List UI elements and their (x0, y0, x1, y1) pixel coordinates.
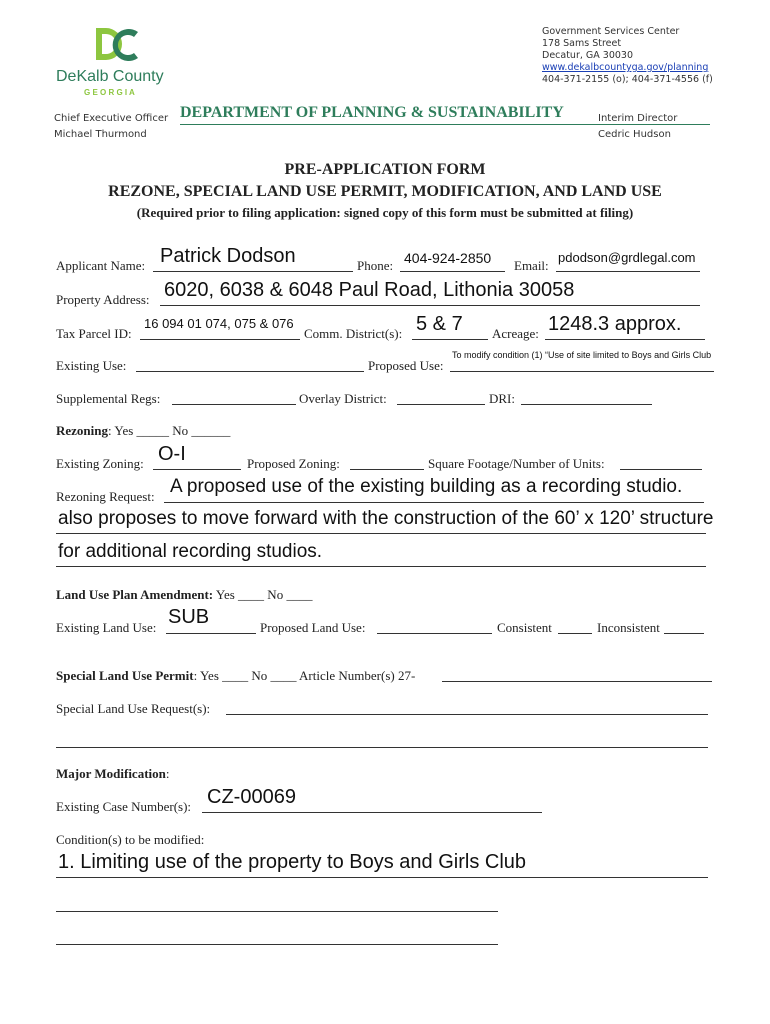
rezoning-request-value-line2: also proposes to move forward with the construction of the 60’ x 120’ structure (58, 508, 714, 529)
address-line: Government Services Center (542, 26, 680, 37)
proposed-land-use-label: Proposed Land Use: (260, 620, 366, 635)
rezoning-request-value-line3: for additional recording studios. (58, 541, 323, 562)
lupa-yes-no[interactable]: Yes ____ No ____ (215, 587, 313, 602)
acreage-label: Acreage: (492, 326, 539, 341)
overlay-district-field[interactable] (397, 404, 485, 405)
phone-label: Phone: (357, 258, 394, 273)
dc-logo-icon (94, 26, 140, 64)
form-title-line2: REZONE, SPECIAL LAND USE PERMIT, MODIFICATION, AND LAND USE (108, 183, 662, 200)
existing-zoning-label: Existing Zoning: (56, 456, 144, 471)
applicant-name-field[interactable] (153, 271, 353, 272)
existing-land-use-field[interactable] (166, 633, 256, 634)
rezoning-request-value: A proposed use of the existing building as a recording studio. (170, 476, 683, 497)
proposed-use-value: To modify condition (1) “Use of site limited to Boys and Girls Club (452, 350, 712, 360)
inconsistent-label: Inconsistent (597, 620, 660, 635)
comm-district-label: Comm. District(s): (304, 326, 403, 341)
inconsistent-field[interactable] (664, 633, 704, 634)
slup-requests-label: Special Land Use Request(s): (56, 701, 211, 716)
proposed-land-use-field[interactable] (377, 633, 492, 634)
email-field[interactable] (556, 271, 700, 272)
acreage-field[interactable] (545, 339, 705, 340)
consistent-label: Consistent (497, 620, 552, 635)
overlay-district-label: Overlay District: (299, 391, 387, 406)
existing-case-field[interactable] (202, 812, 542, 813)
tax-parcel-field[interactable] (140, 339, 300, 340)
lupa-label: Land Use Plan Amendment: (56, 587, 214, 602)
phone-numbers: 404-371-2155 (o); 404-371-4556 (f) (542, 74, 713, 85)
existing-case-label: Existing Case Number(s): (56, 799, 192, 814)
lupa-heading (56, 587, 312, 603)
address-line: Decatur, GA 30030 (542, 50, 633, 61)
form-title: PRE-APPLICATION FORM (284, 161, 486, 178)
logo-subtext: G E O R G I A (84, 88, 135, 97)
address-line: 178 Sams Street (542, 38, 622, 49)
applicant-name-label: Applicant Name: (56, 258, 146, 273)
conditions-line3[interactable] (56, 944, 498, 945)
square-footage-field[interactable] (620, 469, 702, 470)
rezoning-request-line3[interactable] (56, 566, 706, 567)
slup-requests-line2[interactable] (56, 747, 708, 748)
county-logo (56, 24, 178, 98)
slup-yes-no[interactable]: : Yes ____ No ____ Article Number(s) 27- (193, 668, 416, 683)
major-mod-colon: : (165, 766, 170, 781)
consistent-field[interactable] (558, 633, 592, 634)
tax-parcel-label: Tax Parcel ID: (56, 326, 132, 341)
dri-label: DRI: (489, 391, 515, 406)
existing-zoning-value: O-I (158, 443, 186, 465)
email-label: Email: (514, 258, 549, 273)
website-link[interactable]: www.dekalbcountyga.gov/planning (542, 62, 709, 73)
rezoning-yes-no[interactable]: : Yes _____ No ______ (108, 423, 231, 438)
existing-case-value: CZ-00069 (207, 786, 296, 808)
property-address-value: 6020, 6038 & 6048 Paul Road, Lithonia 30058 (164, 279, 575, 301)
proposed-zoning-field[interactable] (350, 469, 424, 470)
property-address-label: Property Address: (56, 292, 150, 307)
rezoning-request-label: Rezoning Request: (56, 489, 155, 504)
major-mod-heading (56, 766, 170, 782)
rezoning-request-field[interactable] (164, 502, 704, 503)
ceo-name: Michael Thurmond (54, 129, 147, 140)
slup-requests-field[interactable] (226, 714, 708, 715)
logo-text: DeKalb County (56, 68, 164, 85)
property-address-field[interactable] (160, 305, 700, 306)
director-title: Interim Director (598, 113, 678, 124)
conditions-field[interactable] (56, 877, 708, 878)
rezoning-heading (56, 423, 230, 439)
slup-label: Special Land Use Permit (56, 668, 194, 683)
conditions-label: Condition(s) to be modified: (56, 832, 205, 847)
rezoning-label: Rezoning (56, 423, 108, 438)
ceo-title: Chief Executive Officer (54, 113, 169, 124)
existing-land-use-value: SUB (168, 606, 210, 628)
comm-district-field[interactable] (412, 339, 488, 340)
existing-zoning-field[interactable] (153, 469, 241, 470)
existing-use-field[interactable] (136, 371, 364, 372)
rezoning-request-line2[interactable] (56, 533, 706, 534)
director-name: Cedric Hudson (598, 129, 671, 140)
conditions-line2[interactable] (56, 911, 498, 912)
supplemental-regs-label: Supplemental Regs: (56, 391, 161, 406)
applicant-name-value: Patrick Dodson (160, 245, 296, 267)
email-value: pdodson@grdlegal.com (558, 250, 696, 265)
proposed-use-field[interactable] (450, 371, 714, 372)
phone-field[interactable] (400, 271, 505, 272)
phone-value: 404-924-2850 (404, 250, 492, 266)
proposed-use-label: Proposed Use: (368, 358, 444, 373)
square-footage-label: Square Footage/Number of Units: (428, 456, 605, 471)
comm-district-value: 5 & 7 (416, 313, 463, 335)
proposed-zoning-label: Proposed Zoning: (247, 456, 340, 471)
supplemental-regs-field[interactable] (172, 404, 296, 405)
address-block (542, 26, 713, 86)
major-mod-label: Major Modification (56, 766, 166, 781)
department-title: DEPARTMENT OF PLANNING & SUSTAINABILITY (180, 104, 564, 121)
existing-land-use-label: Existing Land Use: (56, 620, 157, 635)
acreage-value: 1248.3 approx. (548, 313, 682, 335)
conditions-value: 1. Limiting use of the property to Boys and Girls Club (58, 851, 527, 873)
slup-heading (56, 668, 415, 684)
existing-use-label: Existing Use: (56, 358, 127, 373)
dri-field[interactable] (521, 404, 652, 405)
form-subtitle: (Required prior to filing application: signed copy of this form must be submitted at filing) (136, 205, 634, 220)
article-number-field[interactable] (442, 681, 712, 682)
tax-parcel-value: 16 094 01 074, 075 & 076 (144, 316, 294, 331)
